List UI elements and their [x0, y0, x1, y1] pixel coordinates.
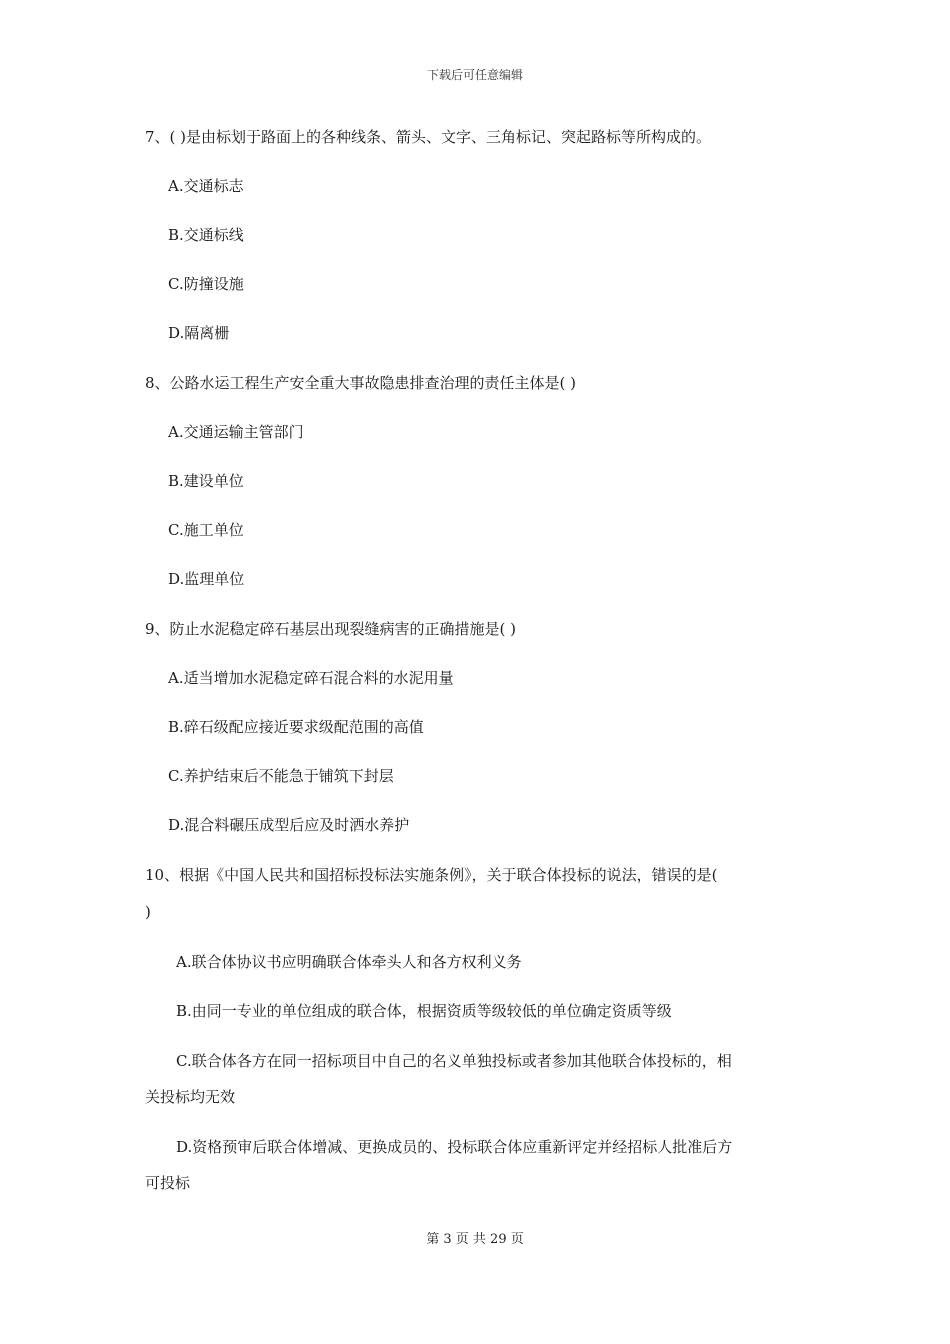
- question-7-option-d: D.隔离栅: [168, 324, 230, 342]
- question-10-option-b: B.由同一专业的单位组成的联合体，根据资质等级较低的单位确定资质等级: [176, 1002, 672, 1020]
- question-10-option-d-line1: D.资格预审后联合体增减、更换成员的、投标联合体应重新评定并经招标人批准后方: [176, 1138, 733, 1156]
- question-9-option-a: A.适当增加水泥稳定碎石混合料的水泥用量: [168, 669, 454, 687]
- page-header: 下载后可任意编辑: [426, 68, 523, 82]
- question-10-stem-line1: 10、根据《中国人民共和国招标投标法实施条例》，关于联合体投标的说法，错误的是(: [145, 866, 718, 884]
- question-10-option-a: A.联合体协议书应明确联合体牵头人和各方权利义务: [176, 953, 522, 971]
- page-footer: 第 3 页 共 29 页: [426, 1232, 524, 1247]
- question-9-stem: 9、防止水泥稳定碎石基层出现裂缝病害的正确措施是( ): [145, 620, 517, 638]
- question-8-option-b: B.建设单位: [168, 472, 244, 490]
- question-8-stem: 8、公路水运工程生产安全重大事故隐患排查治理的责任主体是( ): [145, 374, 577, 392]
- question-10-option-d-line2: 可投标: [145, 1174, 191, 1192]
- question-10-option-c-line2: 关投标均无效: [145, 1088, 236, 1106]
- question-8-option-c: C.施工单位: [168, 521, 244, 539]
- question-10-option-c-line1: C.联合体各方在同一招标项目中自己的名义单独投标或者参加其他联合体投标的，相: [176, 1052, 732, 1070]
- question-7-option-c: C.防撞设施: [168, 275, 244, 293]
- question-9-option-c: C.养护结束后不能急于铺筑下封层: [168, 767, 394, 785]
- question-9-option-b: B.碎石级配应接近要求级配范围的高值: [168, 718, 424, 736]
- question-8-option-d: D.监理单位: [168, 570, 245, 588]
- question-7-stem: 7、( )是由标划于路面上的各种线条、箭头、文字、三角标记、突起路标等所构成的。: [145, 128, 712, 146]
- question-7-option-b: B.交通标线: [168, 226, 244, 244]
- question-9-option-d: D.混合料碾压成型后应及时洒水养护: [168, 816, 410, 834]
- question-7-option-a: A.交通标志: [168, 177, 244, 195]
- question-10-stem-line2: ): [145, 903, 151, 921]
- question-8-option-a: A.交通运输主管部门: [168, 423, 304, 441]
